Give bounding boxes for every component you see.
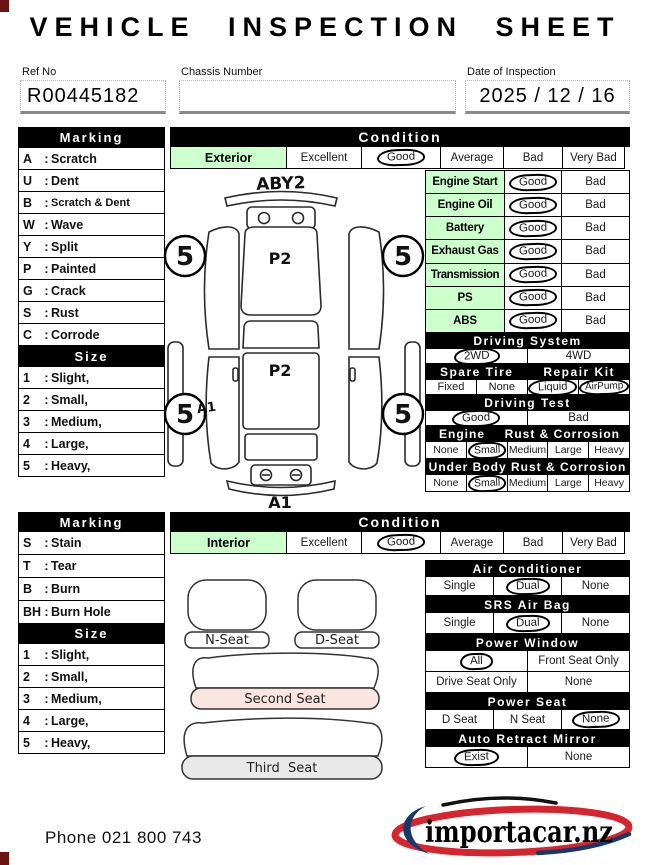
option-text: Good <box>509 242 558 261</box>
option-text: Good <box>509 219 558 238</box>
severity-mark: 5 <box>175 242 195 272</box>
engine-check-table <box>425 170 630 333</box>
condition-option <box>562 146 625 169</box>
legend-row <box>18 366 165 389</box>
option-text: Front Seat Only <box>538 655 619 667</box>
second-seat-back <box>193 653 378 688</box>
drive-option <box>425 348 528 364</box>
rust-option <box>507 474 549 492</box>
equipment-panel <box>425 560 630 768</box>
check-pass <box>504 170 562 194</box>
mark-code: B <box>23 582 33 596</box>
mark-label: Painted <box>51 261 97 276</box>
size-code: 2 <box>23 392 30 407</box>
mirror-option <box>527 746 630 768</box>
ps-option <box>425 709 494 730</box>
option-text: Very Bad <box>570 536 617 549</box>
mark-code: Y <box>23 239 32 254</box>
spare-tire-header: Spare Tire <box>439 365 514 379</box>
test-option <box>425 410 528 426</box>
rust-option <box>547 474 589 492</box>
option-text: Drive Seat Only <box>436 676 517 688</box>
separator: : <box>44 647 49 662</box>
ac-option <box>561 576 630 596</box>
hood-panel <box>241 227 321 315</box>
legend-row <box>18 643 165 666</box>
size-label: Slight, <box>51 370 90 385</box>
driving-system-row <box>425 348 630 364</box>
interior-size-title: Size <box>18 623 165 644</box>
seat-diagram <box>170 560 425 790</box>
condition-option <box>361 531 441 554</box>
condition-header: Condition <box>170 512 630 532</box>
option-text: Average <box>450 151 494 164</box>
size-label: Medium, <box>51 691 102 706</box>
pw-option <box>527 650 630 672</box>
mark-code: U <box>23 173 33 188</box>
separator: : <box>44 691 49 706</box>
legend-row <box>18 213 165 236</box>
legend-row <box>18 169 165 192</box>
driving-test-row <box>425 410 630 426</box>
car-note-roof: P2 <box>268 361 292 380</box>
engine-rust-row <box>425 441 630 459</box>
check-fail: Bad <box>561 193 630 217</box>
date-label: Date of Inspection <box>467 66 556 78</box>
option-text: Liquid <box>528 378 578 397</box>
option-text: Large <box>554 444 582 456</box>
option-text: Excellent <box>300 151 348 164</box>
option-text: Single <box>443 617 476 629</box>
rust-option <box>425 441 467 459</box>
mark-label: Scratch & Dent <box>51 196 130 209</box>
size-code: 5 <box>23 735 30 750</box>
brand-name: importacar.nz <box>425 815 613 850</box>
check-fail: Bad <box>561 239 630 263</box>
d-seat-label: D-Seat <box>314 633 360 648</box>
third-seat-back <box>184 718 382 756</box>
option-text: Good <box>509 196 558 215</box>
option-text: None <box>581 580 610 592</box>
separator: : <box>44 669 49 684</box>
legend-row <box>18 554 165 578</box>
check-pass <box>504 216 562 240</box>
separator: : <box>44 713 49 728</box>
legend-row <box>18 432 165 455</box>
check-row <box>425 239 630 263</box>
check-label: Engine Start <box>425 170 505 194</box>
option-text: D Seat <box>441 713 478 726</box>
condition-row <box>170 531 630 554</box>
size-code: 1 <box>23 647 30 662</box>
check-fail: Bad <box>561 309 630 333</box>
rust-option <box>588 441 630 459</box>
check-pass <box>504 286 562 310</box>
srs-option <box>425 612 494 634</box>
separator: : <box>44 582 49 596</box>
separator: : <box>44 239 49 254</box>
severity-mark: 5 <box>393 242 413 272</box>
driving-test-header: Driving Test <box>425 395 630 411</box>
option-text: Heavy <box>594 444 624 456</box>
repair-option <box>527 379 579 395</box>
size-code: 4 <box>23 713 30 728</box>
mark-code: B <box>23 195 33 210</box>
check-label: Battery <box>425 216 505 240</box>
legend-row <box>18 709 165 732</box>
option-text: None <box>571 710 619 729</box>
size-label: Medium, <box>51 414 102 429</box>
separator: : <box>44 151 49 166</box>
interior-marking-title: Marking <box>18 512 165 532</box>
condition-option <box>361 146 441 169</box>
repair-option <box>578 379 630 395</box>
interior-marking-legend <box>18 512 165 754</box>
separator: : <box>44 261 49 276</box>
logo-top-arc <box>443 798 556 805</box>
pw-option <box>425 671 528 693</box>
separator: : <box>44 458 49 473</box>
legend-row <box>18 257 165 280</box>
air-conditioner-row <box>425 576 630 596</box>
mark-label: Wave <box>51 217 84 232</box>
legend-row <box>18 301 165 324</box>
option-text: None <box>581 617 610 629</box>
underbody-rust-header: Under Body Rust & Corrosion <box>425 459 630 475</box>
severity-mark: 5 <box>393 400 413 430</box>
size-code: 3 <box>23 414 30 429</box>
engine-rust-header <box>425 426 630 442</box>
mark-label: Scratch <box>51 151 97 166</box>
separator: : <box>44 195 49 210</box>
size-label: Slight, <box>51 647 90 662</box>
power-seat-row <box>425 709 630 730</box>
separator: : <box>44 327 49 342</box>
spare-option <box>476 379 528 395</box>
mark-label: Tear <box>51 559 77 573</box>
separator: : <box>44 217 49 232</box>
mark-code: P <box>23 261 32 276</box>
date-field <box>465 80 630 114</box>
legend-row <box>18 531 165 555</box>
check-row <box>425 170 630 194</box>
size-label: Heavy, <box>51 458 91 473</box>
option-text: N Seat <box>509 713 546 726</box>
check-label: Engine Oil <box>425 193 505 217</box>
power-window-row <box>425 671 630 693</box>
condition-option <box>286 531 362 554</box>
phone-number: Phone 021 800 743 <box>45 828 202 847</box>
car-note-rear: A1 <box>268 493 292 510</box>
chassis-field <box>179 80 456 114</box>
d-seat-back <box>298 580 376 630</box>
page-title: VEHICLE INSPECTION SHEET <box>29 12 621 42</box>
ac-option <box>493 576 562 596</box>
repair-kit-header: Repair Kit <box>543 365 616 379</box>
separator: : <box>44 370 49 385</box>
option-text: Dual <box>505 614 549 633</box>
check-pass <box>504 263 562 287</box>
power-window-header: Power Window <box>425 634 630 651</box>
left-front-fender <box>205 227 240 349</box>
mark-code: BH <box>23 605 42 619</box>
option-text: Medium <box>508 477 547 489</box>
mark-code: S <box>23 536 32 550</box>
mark-code: A <box>23 151 33 166</box>
legend-row <box>18 577 165 601</box>
option-text: 4WD <box>565 350 592 362</box>
ac-option <box>425 576 494 596</box>
mark-label: Burn <box>51 582 81 596</box>
check-pass <box>504 309 562 333</box>
check-label: Exhaust Gas <box>425 239 505 263</box>
legend-row <box>18 454 165 477</box>
windshield-panel <box>243 321 319 348</box>
option-text: None <box>488 381 515 393</box>
ps-option <box>561 709 630 730</box>
spare-repair-header <box>425 364 630 380</box>
interior-condition-table <box>170 512 630 554</box>
size-code: 3 <box>23 691 30 706</box>
option-text: Exist <box>454 748 499 767</box>
interior-label: Interior <box>170 531 287 554</box>
condition-option <box>440 531 504 554</box>
mark-label: Corrode <box>51 327 100 342</box>
pw-option <box>527 671 630 693</box>
rust-option <box>547 441 589 459</box>
size-code: 2 <box>23 669 30 684</box>
driving-system-header: Driving System <box>425 333 630 349</box>
option-text: None <box>433 477 459 489</box>
option-text: Good <box>509 265 558 284</box>
severity-mark: 5 <box>175 400 195 430</box>
check-fail: Bad <box>561 263 630 287</box>
option-text: Fixed <box>437 381 465 393</box>
option-text: Large <box>554 477 582 489</box>
check-row <box>425 309 630 333</box>
rust-option <box>507 441 549 459</box>
separator: : <box>44 392 49 407</box>
check-row <box>425 216 630 240</box>
option-text: Bad <box>522 151 544 164</box>
chassis-label: Chassis Number <box>181 66 263 78</box>
option-text: Good <box>377 533 426 552</box>
mark-label: Crack <box>51 283 86 298</box>
condition-header: Condition <box>170 127 630 147</box>
mark-label: Burn Hole <box>51 605 111 619</box>
mark-label: Dent <box>51 173 79 188</box>
trunk-panel <box>245 434 317 460</box>
mechanical-checks-panel <box>425 170 630 492</box>
power-window-row <box>425 650 630 672</box>
size-label: Large, <box>51 713 89 728</box>
legend-row <box>18 687 165 710</box>
separator: : <box>44 283 49 298</box>
size-code: 5 <box>23 458 30 473</box>
corner-mark-bottom <box>0 852 9 865</box>
check-row <box>425 263 630 287</box>
check-fail: Bad <box>561 286 630 310</box>
mark-label: Split <box>51 239 79 254</box>
mark-label: Rust <box>51 305 79 320</box>
n-seat-label: N-Seat <box>205 633 249 648</box>
srs-option <box>561 612 630 634</box>
size-code: 1 <box>23 370 30 385</box>
ref-no-field <box>20 80 166 114</box>
exterior-marking-legend <box>18 127 165 477</box>
mark-code: C <box>23 327 33 342</box>
check-label: PS <box>425 286 505 310</box>
third-seat-label: Third Seat <box>246 761 318 776</box>
check-row <box>425 286 630 310</box>
srs-airbag-header: SRS Air Bag <box>425 596 630 613</box>
rust-option <box>588 474 630 492</box>
option-text: Medium <box>508 444 547 456</box>
size-label: Large, <box>51 436 89 451</box>
option-text: None <box>564 751 593 763</box>
option-text: Good <box>452 409 501 428</box>
ps-option <box>493 709 562 730</box>
spare-option <box>425 379 477 395</box>
separator: : <box>44 559 49 573</box>
srs-option <box>493 612 562 634</box>
mark-code: W <box>23 217 35 232</box>
condition-option <box>562 531 625 554</box>
option-text: Single <box>443 580 476 592</box>
exterior-condition-table <box>170 127 630 169</box>
engine-rust-right: Rust & Corrosion <box>504 427 620 441</box>
rust-option <box>466 441 508 459</box>
pw-option <box>425 650 528 672</box>
condition-row <box>170 146 630 169</box>
option-text: Good <box>509 312 558 331</box>
exterior-size-title: Size <box>18 345 165 367</box>
option-text: Average <box>450 536 494 549</box>
check-row <box>425 193 630 217</box>
legend-row <box>18 279 165 302</box>
second-seat-label: Second Seat <box>244 692 326 707</box>
underbody-rust-row <box>425 474 630 492</box>
legend-row <box>18 731 165 754</box>
engine-rust-left: Engine <box>439 427 486 441</box>
check-label: Transmission <box>425 263 505 287</box>
front-plate <box>247 207 315 229</box>
check-fail: Bad <box>561 216 630 240</box>
mark-code: T <box>23 559 31 573</box>
exterior-marking-title: Marking <box>18 127 165 148</box>
n-seat-back <box>188 580 266 630</box>
ref-no-value: R00445182 <box>27 84 140 107</box>
option-text: None <box>564 676 593 688</box>
separator: : <box>44 605 49 619</box>
power-seat-header: Power Seat <box>425 693 630 710</box>
legend-row <box>18 388 165 411</box>
exterior-label: Exterior <box>170 146 287 169</box>
separator: : <box>44 735 49 750</box>
condition-option <box>440 146 504 169</box>
separator: : <box>44 536 49 550</box>
air-conditioner-header: Air Conditioner <box>425 560 630 577</box>
car-damage-diagram <box>163 172 425 510</box>
car-note-hood: P2 <box>268 249 292 268</box>
right-front-fender <box>349 227 384 349</box>
option-text: Dual <box>505 577 549 596</box>
legend-row <box>18 147 165 170</box>
option-text: Heavy <box>594 477 624 489</box>
option-text: Bad <box>568 412 589 424</box>
option-text: Bad <box>522 536 544 549</box>
ref-no-label: Ref No <box>22 66 57 78</box>
rust-option <box>466 474 508 492</box>
condition-option <box>503 146 563 169</box>
check-label: ABS <box>425 309 505 333</box>
option-text: 2WD <box>453 347 499 366</box>
option-text: All <box>460 652 493 670</box>
mark-code: S <box>23 305 32 320</box>
option-text: Very Bad <box>570 151 617 164</box>
test-option <box>527 410 630 426</box>
legend-row <box>18 235 165 258</box>
separator: : <box>44 414 49 429</box>
importacar-logo <box>388 792 636 858</box>
separator: : <box>44 436 49 451</box>
option-text: Small <box>467 474 506 492</box>
option-text: None <box>433 444 459 456</box>
spare-repair-row <box>425 379 630 395</box>
option-text: Excellent <box>300 536 348 549</box>
car-note-wheel: A1 <box>196 399 218 418</box>
check-pass <box>504 239 562 263</box>
separator: : <box>44 305 49 320</box>
check-pass <box>504 193 562 217</box>
option-text: Good <box>377 148 426 167</box>
condition-option <box>286 146 362 169</box>
car-note-front: ABY2 <box>255 173 306 195</box>
condition-option <box>503 531 563 554</box>
auto-retract-mirror-header: Auto Retract Mirror <box>425 730 630 747</box>
size-code: 4 <box>23 436 30 451</box>
drive-option <box>527 348 630 364</box>
legend-row <box>18 410 165 433</box>
size-label: Small, <box>51 392 88 407</box>
option-text: Small <box>467 441 506 459</box>
legend-row <box>18 323 165 346</box>
auto-retract-mirror-row <box>425 746 630 768</box>
option-text: AirPump <box>578 378 629 396</box>
mark-label: Stain <box>51 536 82 550</box>
mirror-option <box>425 746 528 768</box>
legend-row <box>18 191 165 214</box>
separator: : <box>44 173 49 188</box>
legend-row <box>18 665 165 688</box>
option-text: Good <box>509 173 558 192</box>
corner-mark-top <box>0 0 9 12</box>
mark-code: G <box>23 283 33 298</box>
size-label: Heavy, <box>51 735 91 750</box>
option-text: Good <box>509 288 558 307</box>
size-label: Small, <box>51 669 88 684</box>
date-value: 2025 / 12 / 16 <box>479 84 616 107</box>
legend-row <box>18 600 165 624</box>
check-fail: Bad <box>561 170 630 194</box>
srs-airbag-row <box>425 612 630 634</box>
rust-option <box>425 474 467 492</box>
